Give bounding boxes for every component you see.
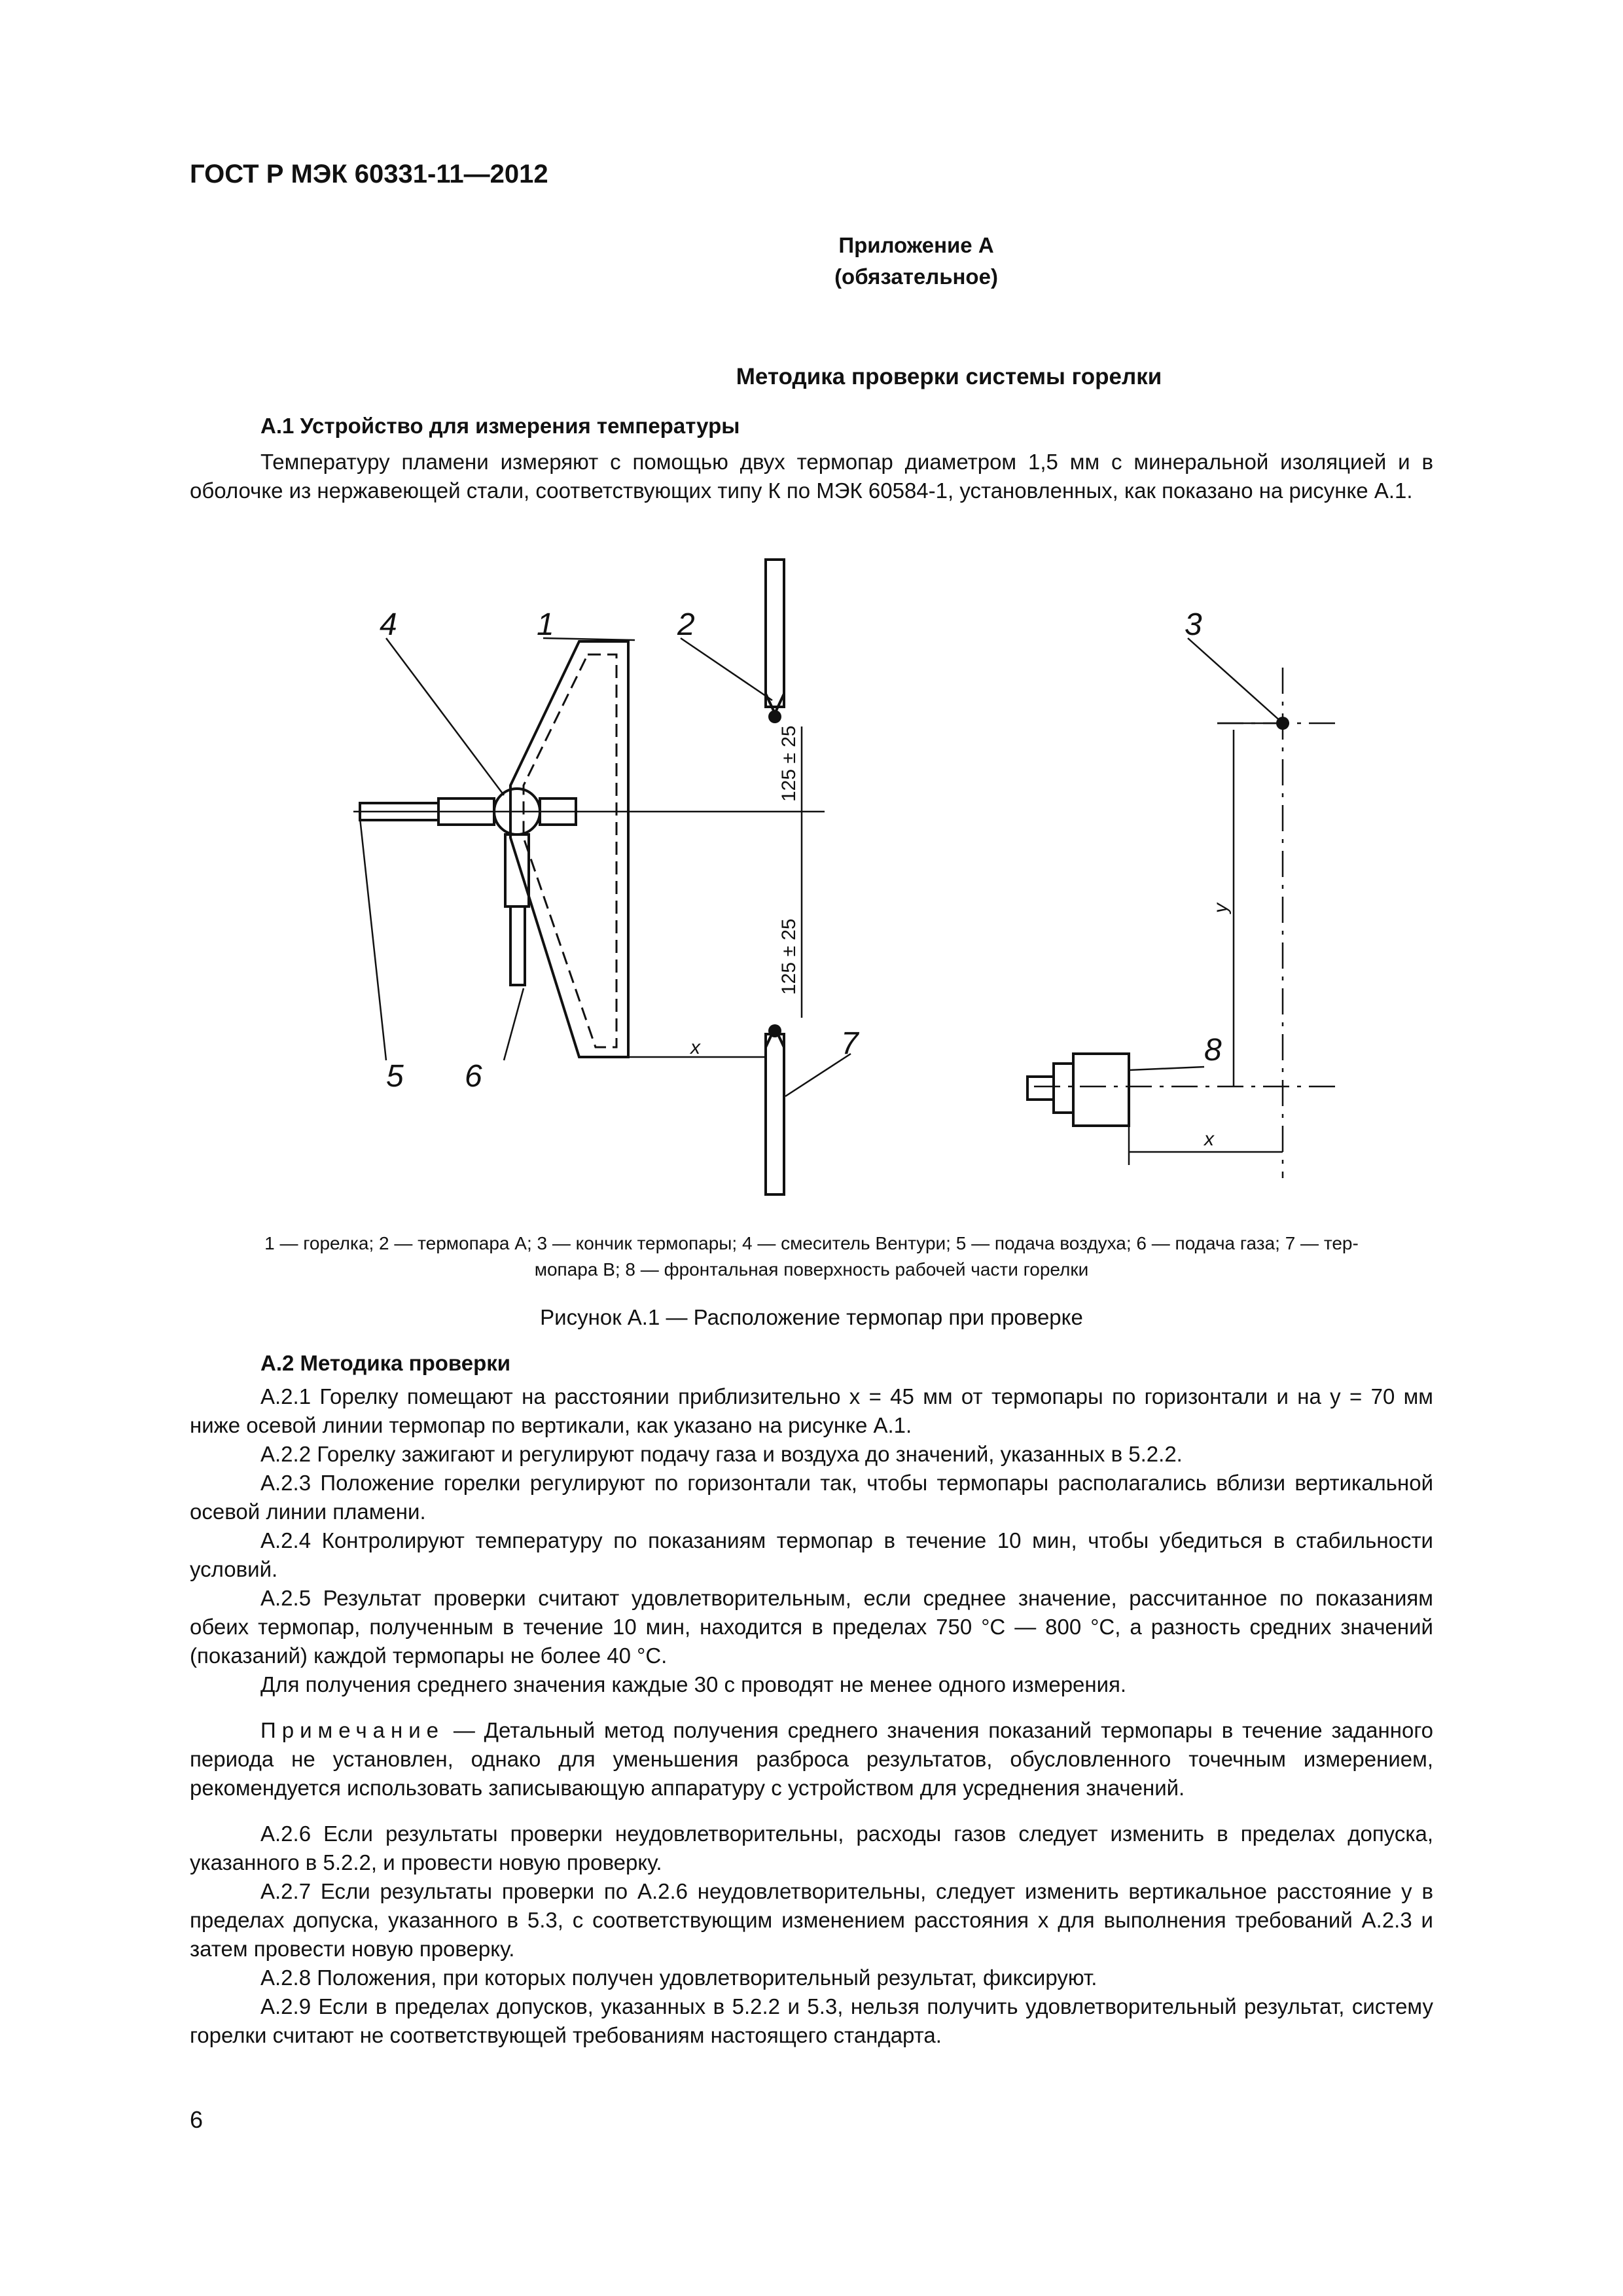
- a2-9-paragraph: А.2.9 Если в пределах допусков, указанных в 5.2.2 и 5.3, нельзя получить удовлетворительный результат, систему горелки считают не соответствующей требованиям настоящего стандарта.: [190, 1994, 1433, 2047]
- a1-paragraph: Температуру пламени измеряют с помощью двух термопар диаметром 1,5 мм с минеральной изоляцией и в оболочке из нержавеющей стали, соответствующих типу К по МЭК 60584-1, установленных, как показано на рисунке А.1.: [190, 450, 1433, 503]
- a2-note: [190, 1716, 1433, 1803]
- section-title: Методика проверки системы горелки: [736, 364, 1162, 389]
- figure-label-8: 8: [1204, 1033, 1222, 1067]
- page-number: 6: [190, 2106, 204, 2133]
- figure-legend-line2: мопара B; 8 — фронтальная поверхность рабочей части горелки: [534, 1259, 1089, 1280]
- a2-1-paragraph: А.2.1 Горелку помещают на расстоянии приблизительно x = 45 мм от термопары по горизонтали и на y = 70 мм ниже осевой линии термопар по вертикали, как указано на рисунке А.1.: [190, 1384, 1433, 1437]
- figure-label-6: 6: [465, 1059, 482, 1094]
- figure-label-1: 1: [537, 607, 554, 642]
- annex-subtitle: (обязательное): [834, 264, 998, 289]
- a1-heading: А.1 Устройство для измерения температуры: [260, 414, 740, 438]
- dim-125-top: 125 ± 25: [778, 725, 800, 802]
- figure-legend: [190, 1230, 1433, 1283]
- a2-5-paragraph: А.2.5 Результат проверки считают удовлетворительным, если среднее значение, рассчитанное по показаниям обеих термопар, полученным в течение 10 мин, находится в пределах 750 °С — 800 °С, а разность средних значений (показаний) каждой термопары не более 40 °С.: [190, 1586, 1433, 1668]
- document-header: ГОСТ Р МЭК 60331-11—2012: [190, 160, 548, 188]
- a2-5-measurement-note: Для получения среднего значения каждые 30 с проводят не менее одного измерения.: [260, 1672, 1127, 1696]
- a2-2-paragraph: А.2.2 Горелку зажигают и регулируют подачу газа и воздуха до значений, указанных в 5.2.2.: [260, 1442, 1183, 1466]
- burner-side-view: [1073, 1054, 1129, 1126]
- figure-legend-line1: 1 — горелка; 2 — термопара А; 3 — кончик термопары; 4 — смеситель Вентури; 5 — подача воздуха; 6 — подача газа; 7 — тер-: [264, 1233, 1359, 1253]
- figure-label-3: 3: [1185, 607, 1202, 642]
- a2-6-paragraph: А.2.6 Если результаты проверки неудовлетворительны, расходы газов следует изменить в пределах допуска, указанного в 5.2.2, и провести новую проверку.: [190, 1821, 1433, 1874]
- dim-x-right: x: [1204, 1128, 1214, 1150]
- a2-heading: А.2 Методика проверки: [260, 1351, 511, 1375]
- annex-title: Приложение А: [838, 233, 994, 257]
- figure-a1-diagram: [314, 537, 1427, 1244]
- thermocouple-a: [766, 560, 784, 707]
- dim-125-bottom: 125 ± 25: [778, 918, 800, 995]
- dim-x-left: x: [690, 1037, 700, 1058]
- a2-3-paragraph: А.2.3 Положение горелки регулируют по горизонтали так, чтобы термопары располагались вблизи вертикальной осевой линии пламени.: [190, 1471, 1433, 1524]
- figure-label-2: 2: [677, 607, 695, 642]
- note-label: Примечание: [260, 1718, 445, 1742]
- note-text: — Детальный метод получения среднего значения показаний термопары в течение заданного периода не установлен, однако для уменьшения разброса результатов, обусловленного точечным измерением, рекомендуется использовать записывающую аппаратуру с устройством для усреднения значений.: [190, 1718, 1433, 1800]
- dim-y: y: [1210, 903, 1232, 913]
- a2-4-paragraph: А.2.4 Контролируют температуру по показаниям термопар в течение 10 мин, чтобы убедиться в стабильности условий.: [190, 1528, 1433, 1581]
- figure-label-7: 7: [841, 1026, 859, 1061]
- figure-label-5: 5: [386, 1059, 404, 1094]
- figure-caption: Рисунок А.1 — Расположение термопар при проверке: [540, 1305, 1083, 1329]
- thermocouple-b: [766, 1034, 784, 1194]
- figure-label-4: 4: [380, 607, 397, 642]
- a2-8-paragraph: А.2.8 Положения, при которых получен удовлетворительный результат, фиксируют.: [260, 1965, 1097, 1990]
- a2-7-paragraph: А.2.7 Если результаты проверки по А.2.6 неудовлетворительны, следует изменить вертикальное расстояние y в пределах допуска, указанного в 5.3, с соответствующим изменением расстояния x для выполнения требований А.2.3 и затем провести новую проверку.: [190, 1879, 1433, 1961]
